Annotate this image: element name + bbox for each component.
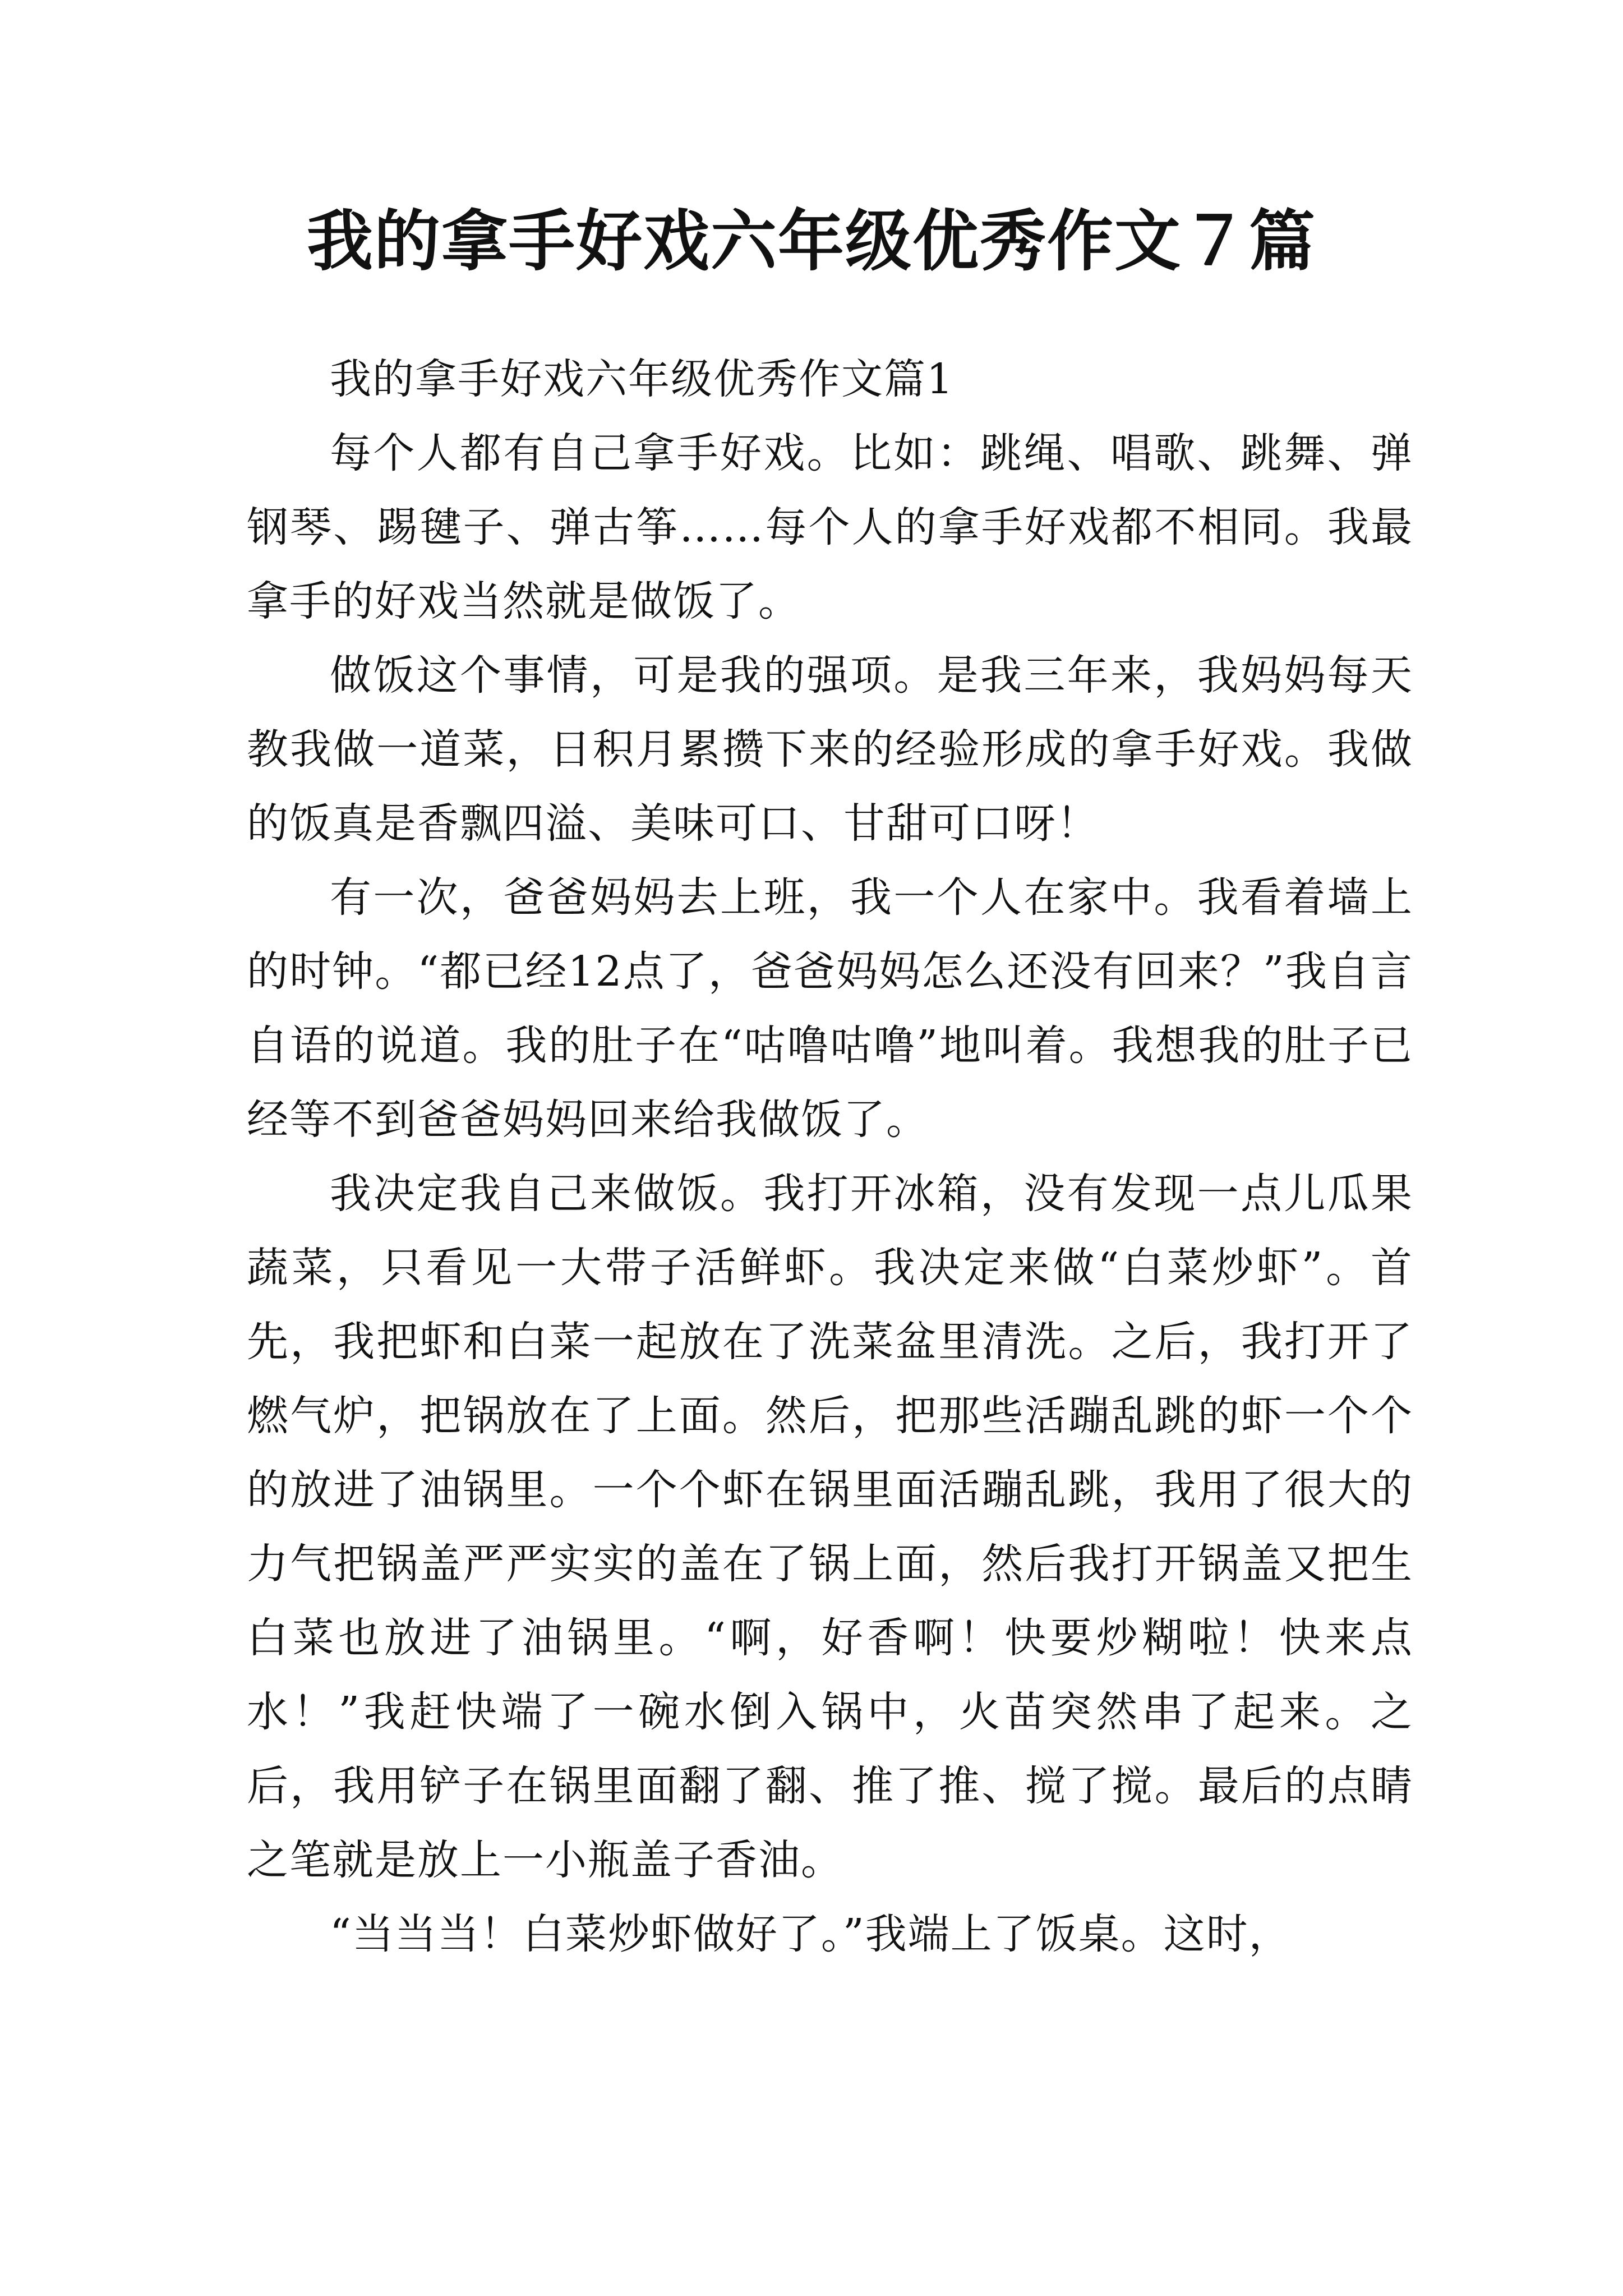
- document-body: [247, 342, 1413, 1971]
- paragraph: 有一次，爸爸妈妈去上班，我一个人在家中。我看着墙上的时钟。“都已经12点了，爸爸妈妈怎么还没有回来？”我自言自语的说道。我的肚子在“咕噜咕噜”地叫着。我想我的肚子已经等不到爸爸妈妈回来给我做饭了。: [247, 873, 1413, 1144]
- essay-heading: 我的拿手好戏六年级优秀作文篇1: [330, 355, 955, 403]
- paragraph: “当当当！白菜炒虾做好了。”我端上了饭桌。这时，: [330, 1910, 1292, 1958]
- paragraph: 我决定我自己来做饭。我打开冰箱，没有发现一点儿瓜果蔬菜，只看见一大带子活鲜虾。我决定来做“白菜炒虾”。首先，我把虾和白菜一起放在了洗菜盆里清洗。之后，我打开了燃气炉，把锅放在了上面。然后，把那些活蹦乱跳的虾一个个的放进了油锅里。一个个虾在锅里面活蹦乱跳，我用了很大的力气把锅盖严严实实的盖在了锅上面，然后我打开锅盖又把生白菜也放进了油锅里。“啊，好香啊！快要炒糊啦！快来点水！”我赶快端了一碗水倒入锅中，火苗突然串了起来。之后，我用铲子在锅里面翻了翻、推了推、搅了搅。最后的点睛之笔就是放上一小瓶盖子香油。: [247, 1170, 1413, 1884]
- paragraph: 做饭这个事情，可是我的强项。是我三年来，我妈妈每天教我做一道菜，日积月累攒下来的经验形成的拿手好戏。我做的饭真是香飘四溢、美味可口、甘甜可口呀！: [247, 651, 1413, 848]
- paragraph: 每个人都有自己拿手好戏。比如：跳绳、唱歌、跳舞、弹钢琴、踢毽子、弹古筝……每个人的拿手好戏都不相同。我最拿手的好戏当然就是做饭了。: [247, 429, 1413, 625]
- document-title: 我的拿手好戏六年级优秀作文７篇: [306, 202, 1316, 280]
